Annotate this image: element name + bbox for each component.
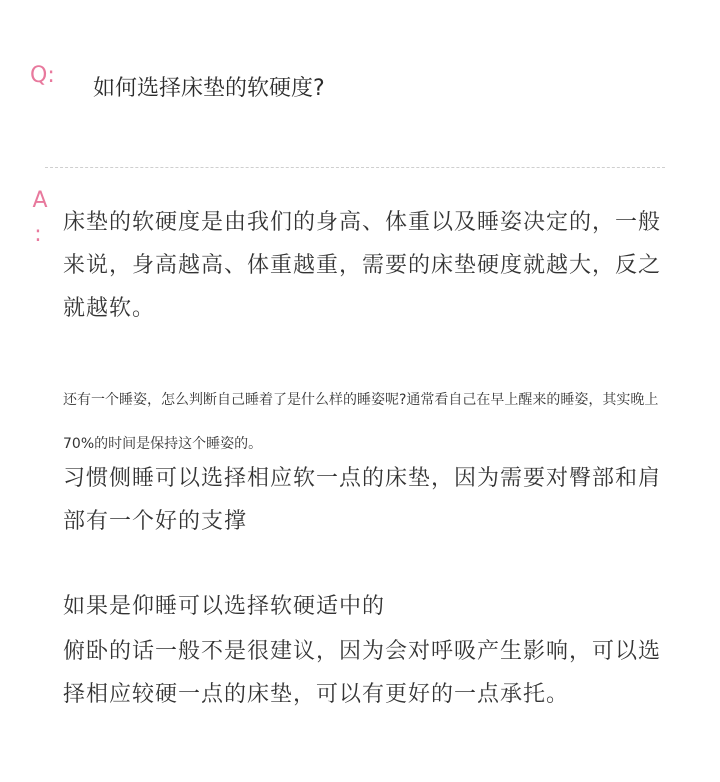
answer-paragraph-2: 还有一个睡姿，怎么判断自己睡着了是什么样的睡姿呢?通常看自己在早上醒来的睡姿，其实晚上70%的时间是保持这个睡姿的。 (63, 392, 659, 452)
answer-marker-letter: A (32, 188, 48, 213)
answer-marker (30, 186, 50, 250)
answer-marker-colon: : (34, 222, 42, 247)
answer-paragraph-3: 习惯侧睡可以选择相应软一点的床垫，因为需要对臀部和肩部有一个好的支撑 (63, 466, 662, 534)
question-text: 如何选择床垫的软硬度? (93, 76, 325, 101)
divider (45, 167, 665, 168)
answer-paragraph-1: 床垫的软硬度是由我们的身高、体重以及睡姿决定的，一般来说，身高越高、体重越重，需要的床垫硬度就越大，反之就越软。 (63, 210, 662, 321)
answer-paragraph-5: 俯卧的话一般不是很建议，因为会对呼吸产生影响，可以选择相应较硬一点的床垫，可以有更好的一点承托。 (63, 639, 662, 707)
question-marker: Q: (30, 63, 55, 88)
answer-paragraph-4: 如果是仰睡可以选择软硬适中的 (63, 594, 386, 619)
